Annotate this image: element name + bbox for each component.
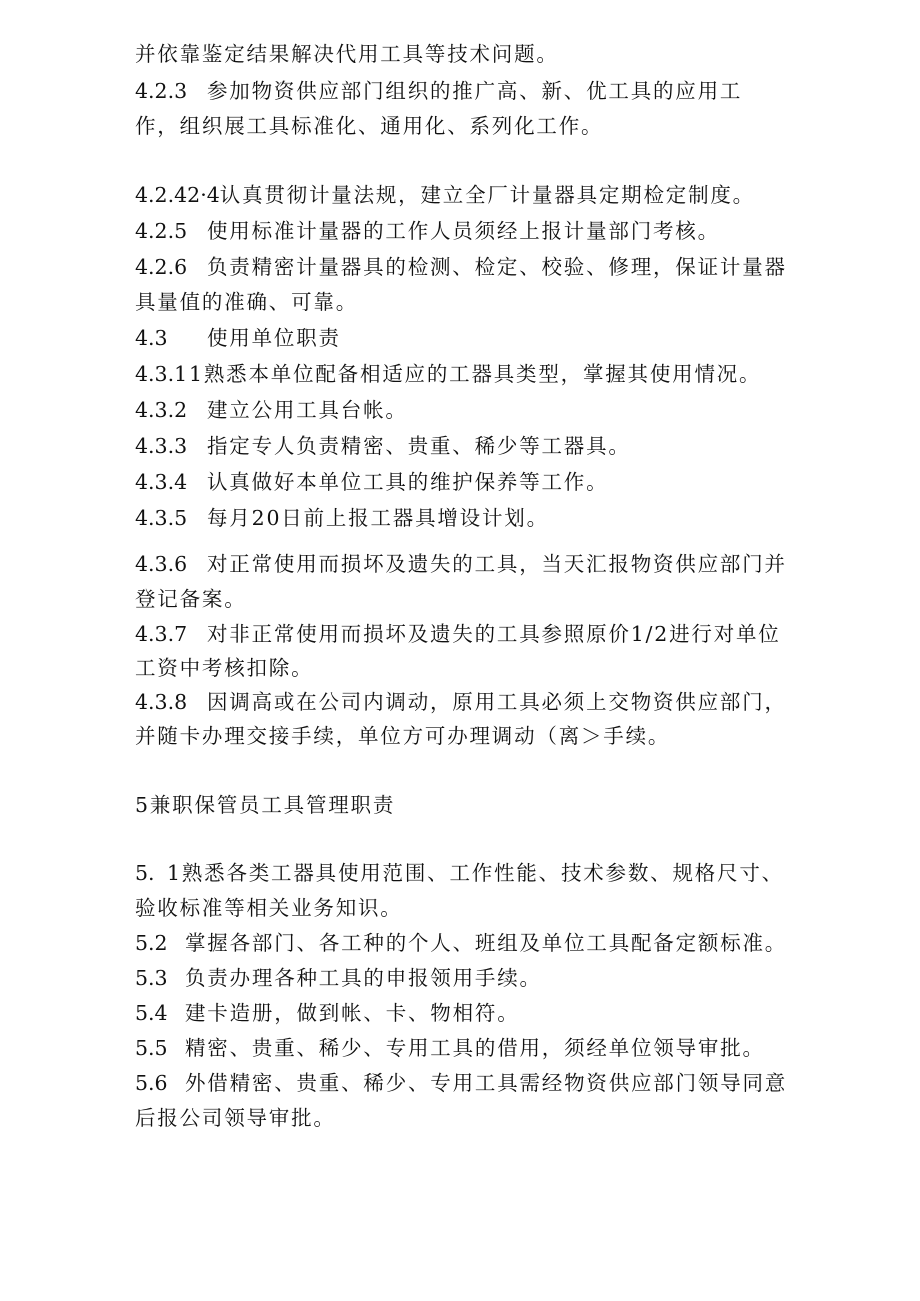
clause-text: 建卡造册，做到帐、卡、物相符。 bbox=[185, 1001, 520, 1025]
clause-4-3-6 bbox=[135, 551, 787, 577]
clause-text: 1熟悉各类工器具使用范围、工作性能、技术参数、规格尺寸、 bbox=[167, 861, 784, 885]
clause-number: 5.2 bbox=[135, 931, 168, 955]
clause-number: 4.2.42·4 bbox=[135, 183, 220, 207]
clause-4-2-6-cont: 具量值的准确、可靠。 bbox=[135, 290, 358, 314]
clause-number: 4.2.6 bbox=[135, 255, 188, 279]
clause-4-3-8 bbox=[135, 689, 787, 715]
clause-text: 对非正常使用而损坏及遗失的工具参照原价1/2进行对单位 bbox=[207, 622, 781, 646]
clause-4-2-4 bbox=[135, 182, 755, 208]
clause-5-6 bbox=[135, 1070, 787, 1096]
clause-text: 因调高或在公司内调动，原用工具必须上交物资供应部门， bbox=[207, 690, 787, 714]
clause-5-4 bbox=[135, 1000, 520, 1026]
clause-number: 4.3.8 bbox=[135, 690, 188, 714]
clause-text: 外借精密、贵重、稀少、专用工具需经物资供应部门领导同意 bbox=[185, 1071, 788, 1095]
clause-4-3-4 bbox=[135, 469, 608, 495]
clause-text: 1熟悉本单位配备相适应的工器具类型，掌握其使用情况。 bbox=[189, 362, 762, 386]
clause-5-3 bbox=[135, 965, 542, 991]
clause-text: 负责办理各种工具的申报领用手续。 bbox=[185, 966, 542, 990]
clause-text: 认真贯彻计量法规，建立全厂计量器具定期检定制度。 bbox=[219, 183, 755, 207]
clause-4-2-3-cont: 作，组织展工具标准化、通用化、系列化工作。 bbox=[135, 114, 604, 138]
clause-text: 参加物资供应部门组织的推广高、新、优工具的应用工 bbox=[207, 79, 743, 103]
clause-5-1-cont: 验收标准等相关业务知识。 bbox=[135, 896, 403, 920]
clause-number: 4.3.7 bbox=[135, 622, 188, 646]
clause-4-3-5 bbox=[135, 505, 549, 531]
clause-5-5 bbox=[135, 1035, 765, 1061]
clause-4-3-1 bbox=[135, 361, 761, 387]
clause-4-3-3 bbox=[135, 433, 631, 459]
clause-number: 4.3.2 bbox=[135, 398, 188, 422]
clause-text: 指定专人负责精密、贵重、稀少等工器具。 bbox=[207, 434, 631, 458]
clause-4-3-8-cont: 并随卡办理交接手续，单位方可办理调动（离＞手续。 bbox=[135, 724, 671, 748]
clause-number: 4.2.3 bbox=[135, 79, 188, 103]
clause-number: 5. bbox=[135, 861, 155, 885]
clause-text: 负责精密计量器具的检测、检定、校验、修理，保证计量器 bbox=[207, 255, 787, 279]
clause-text: 掌握各部门、各工种的个人、班组及单位工具配备定额标准。 bbox=[185, 931, 788, 955]
section-title: 使用单位职责 bbox=[207, 326, 341, 350]
clause-number: 4.3.4 bbox=[135, 470, 188, 494]
clause-number: 4.3.3 bbox=[135, 434, 188, 458]
section-number: 4.3 bbox=[135, 326, 168, 350]
clause-text: 每月20日前上报工器具增设计划。 bbox=[207, 506, 549, 530]
clause-5-2 bbox=[135, 930, 787, 956]
section-4-3-heading bbox=[135, 325, 341, 351]
clause-number: 5.4 bbox=[135, 1001, 168, 1025]
clause-number: 5.5 bbox=[135, 1036, 168, 1060]
clause-number: 4.3.1 bbox=[135, 362, 188, 386]
clause-5-1 bbox=[135, 860, 784, 886]
clause-4-3-7 bbox=[135, 621, 781, 647]
clause-4-2-6 bbox=[135, 254, 787, 280]
clause-4-3-7-cont: 工资中考核扣除。 bbox=[135, 656, 314, 680]
clause-number: 4.3.6 bbox=[135, 552, 188, 576]
section-5-heading: 5兼职保管员工具管理职责 bbox=[135, 793, 396, 817]
clause-4-3-6-cont: 登记备案。 bbox=[135, 587, 247, 611]
clause-number: 5.6 bbox=[135, 1071, 168, 1095]
clause-4-2-5 bbox=[135, 218, 720, 244]
clause-text: 对正常使用而损坏及遗失的工具，当天汇报物资供应部门并 bbox=[207, 552, 787, 576]
clause-text: 使用标准计量器的工作人员须经上报计量部门考核。 bbox=[207, 219, 720, 243]
clause-text: 精密、贵重、稀少、专用工具的借用，须经单位领导审批。 bbox=[185, 1036, 765, 1060]
clause-text: 认真做好本单位工具的维护保养等工作。 bbox=[207, 470, 609, 494]
clause-number: 5.3 bbox=[135, 966, 168, 990]
continuation-line: 并依靠鉴定结果解决代用工具等技术问题。 bbox=[135, 42, 559, 66]
clause-5-6-cont: 后报公司领导审批。 bbox=[135, 1106, 336, 1130]
clause-number: 4.2.5 bbox=[135, 219, 188, 243]
clause-4-3-2 bbox=[135, 397, 408, 423]
clause-4-2-3 bbox=[135, 78, 742, 104]
clause-text: 建立公用工具台帐。 bbox=[207, 398, 408, 422]
clause-number: 4.3.5 bbox=[135, 506, 188, 530]
